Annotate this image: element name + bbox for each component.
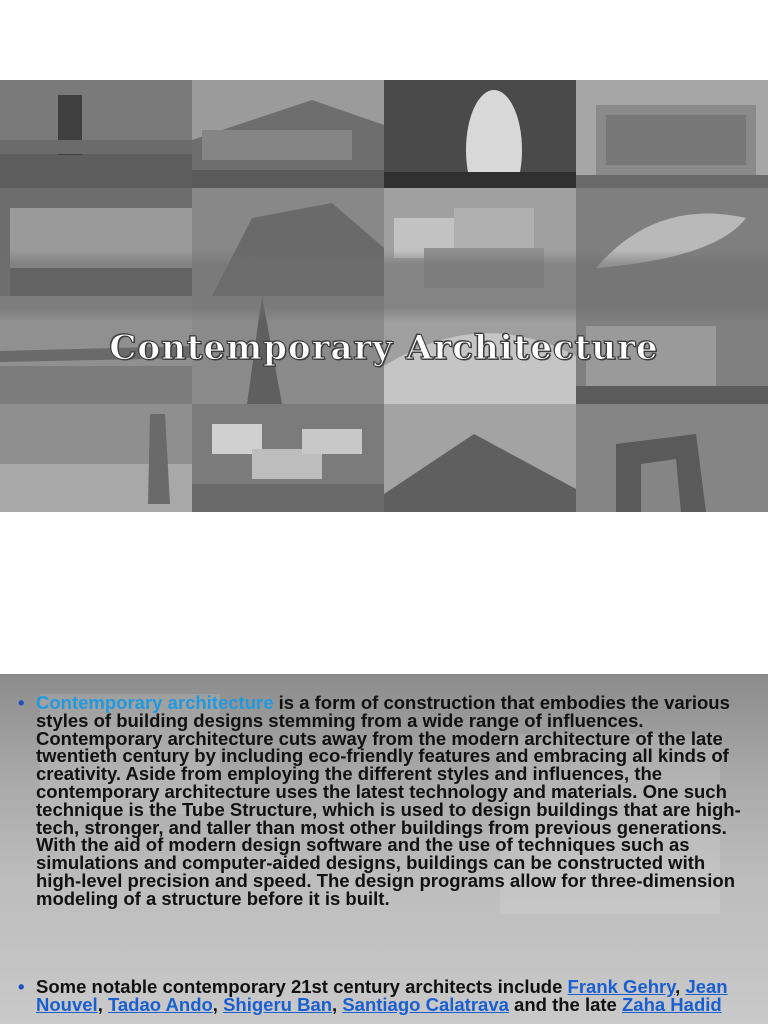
term-highlight[interactable]: Contemporary architecture [36,692,274,713]
photo-coastal-tower [0,404,192,512]
paragraph-1-body: is a form of construction that embodies the various styles of building designs stemming from a wide range of influences. Contemporary architecture cuts away from the modern architecture of the late twentieth century by including eco-friendly features and embracing all kinds of creativity. Aside from employing the different styles and influences, the contemporary architecture uses the latest technology and materials. One such technique is the Tube Structure, which is used to design buildings that are high-tech, stronger, and taller than most other buildings from previous generations. With the aid of modern design software and the use of techniques such as simulations and computer-aided designs, buildings can be constructed with high-level precision and speed. The design programs allow for three-dimension modeling of a structure before it is built. [36,692,741,909]
slide-title: Contemporary Architecture [109,328,659,368]
and-text: and the late [508,993,622,1015]
separator: , [332,993,343,1015]
photo-pyramid-roof [384,404,576,512]
separator: , [212,993,224,1015]
paragraph-1 [36,694,748,908]
link-frank-gehry[interactable]: Frank Gehry [567,976,676,997]
separator: , [675,976,686,997]
photo-low-building [192,80,384,188]
photo-tower [0,80,192,188]
photo-loop-tower [576,404,768,512]
photo-facade [576,80,768,188]
link-shigeru-ban[interactable]: Shigeru Ban [223,993,333,1015]
bullet-2: • [18,976,25,997]
link-jean-nouvel[interactable]: Jean Nouvel [36,976,728,1015]
content-text [0,694,768,1024]
paragraph-2 [36,978,748,1014]
bullet-1: • [18,692,25,713]
link-santiago-calatrava[interactable]: Santiago Calatrava [342,993,509,1015]
separator: , [97,993,108,1015]
title-band [0,250,768,322]
paragraph-2-intro: Some notable contemporary 21st century architects include [36,976,568,997]
photo-dome-tower [384,80,576,188]
photo-habitat [192,404,384,512]
link-tadao-ando[interactable]: Tadao Ando [107,993,213,1015]
title-slide [0,80,768,512]
link-zaha-hadid[interactable]: Zaha Hadid [621,993,722,1015]
